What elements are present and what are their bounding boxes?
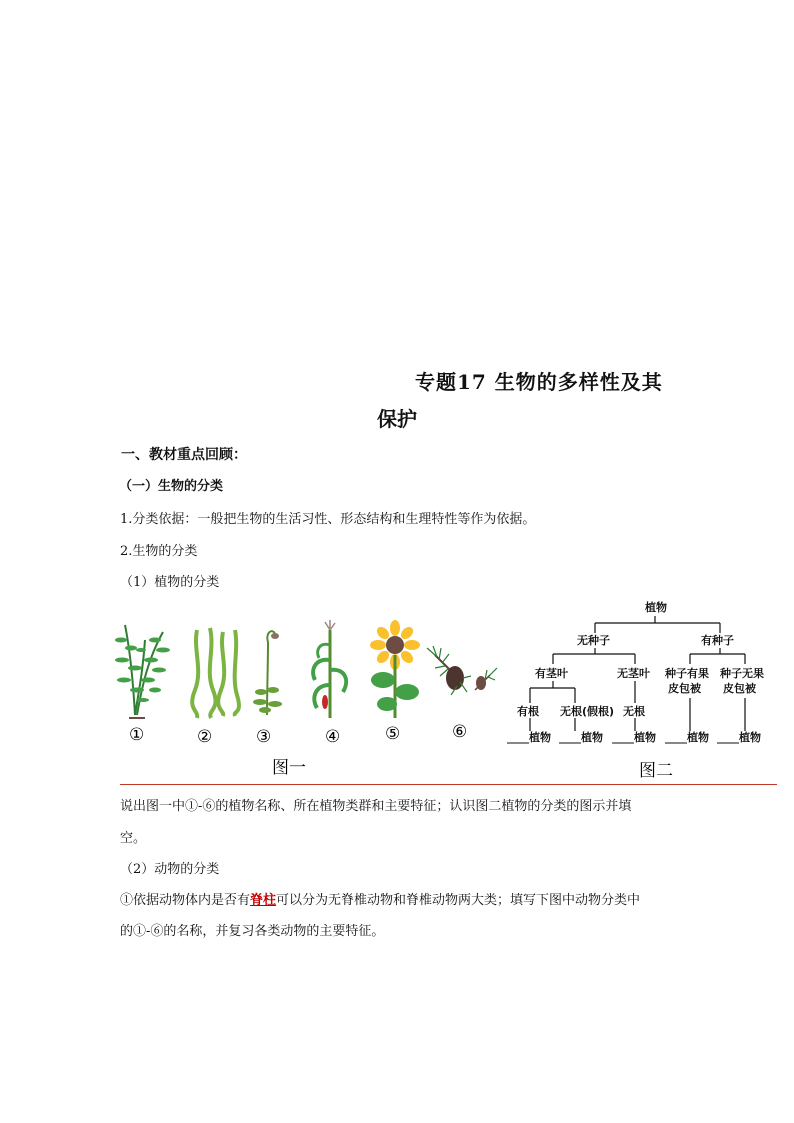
paragraph-classification-basis: 1.分类依据：一般把生物的生活习性、形态结构和生理特性等作为依据。 [120, 512, 536, 527]
section-heading: 一、教材重点回顾： [121, 447, 247, 463]
paragraph-animal-classification: （2）动物的分类 [120, 862, 220, 877]
figure-1-label: 图一 [272, 758, 306, 778]
moss-illustration [253, 631, 282, 715]
algae-illustration [192, 628, 239, 718]
tree-blank-3: ____植物 [612, 731, 656, 744]
figure-plants [115, 620, 510, 785]
page-title-line1: 专题17 生物的多样性及其 [415, 370, 663, 394]
tree-no-root: 无根 [623, 705, 645, 718]
plant-number-1: ① [129, 725, 145, 745]
paragraph-plant-classification: （1）植物的分类 [120, 575, 220, 590]
subsection-heading: （一）生物的分类 [119, 479, 224, 494]
plant-number-2: ② [197, 727, 213, 747]
tree-no-stem-leaf: 无茎叶 [617, 667, 650, 680]
tree-no-seed: 无种子 [577, 634, 610, 647]
divider-line [120, 784, 777, 785]
paragraph-instruction-line2: 空。 [120, 831, 147, 846]
pine-illustration [427, 646, 497, 695]
sunflower-illustration [370, 620, 420, 718]
tree-fruit-skin-line2: 皮包被 [668, 682, 701, 695]
spine-text-pre: ①依据动物体内是否有 [120, 893, 251, 908]
plant-number-5: ⑤ [385, 724, 401, 744]
spine-text-post: 可以分为无脊椎动物和脊椎动物两大类；填写下图中动物分类中 [276, 893, 641, 908]
plant-number-4: ④ [325, 727, 341, 747]
paragraph-spine-line2: 的①-⑥的名称，并复习各类动物的主要特征。 [120, 924, 385, 939]
tree-fruit-skin-line1: 种子有果 [665, 667, 709, 680]
tree-root: 植物 [645, 601, 667, 614]
spine-highlight: 脊柱 [250, 893, 277, 908]
paragraph-spine-line1 [120, 889, 640, 908]
tree-blank-4: ____植物 [665, 731, 709, 744]
paragraph-classification: 2.生物的分类 [120, 544, 198, 559]
page-title-line2: 保护 [377, 407, 417, 431]
paragraph-instruction-line1: 说出图一中①-⑥的植物名称、所在植物类群和主要特征；认识图二植物的分类的图示并填 [120, 799, 632, 814]
tree-no-root-pseudo: 无根(假根) [560, 705, 615, 718]
corn-illustration [313, 620, 346, 718]
fern-illustration [115, 625, 170, 718]
plant-classification-tree [505, 596, 785, 786]
tree-blank-5: ____植物 [717, 731, 761, 744]
figure-2-label: 图二 [639, 761, 673, 781]
plant-number-3: ③ [256, 727, 272, 747]
plant-number-6: ⑥ [452, 722, 468, 742]
tree-stem-leaf: 有茎叶 [535, 667, 568, 680]
tree-has-seed: 有种子 [701, 634, 734, 647]
tree-nofruit-line1: 种子无果 [720, 667, 764, 680]
tree-blank-1: ____植物 [507, 731, 551, 744]
tree-nofruit-line2: 皮包被 [723, 682, 756, 695]
tree-has-root: 有根 [517, 705, 539, 718]
tree-blank-2: ____植物 [559, 731, 603, 744]
